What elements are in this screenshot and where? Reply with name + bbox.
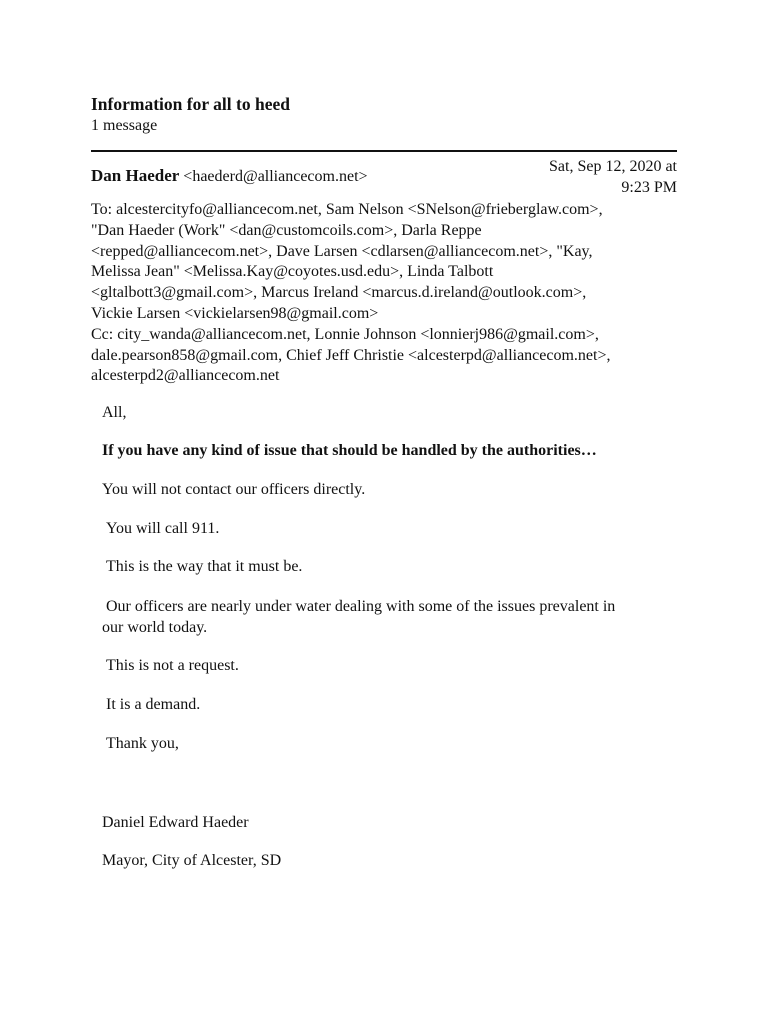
body-paragraph-911: You will call 911. xyxy=(106,520,220,537)
body-paragraph-request: This is not a request. xyxy=(106,657,239,674)
body-paragraph-authorities: If you have any kind of issue that should be handled by the authorities… xyxy=(102,442,597,459)
body-greeting: All, xyxy=(102,404,127,421)
sender-line xyxy=(91,166,368,187)
body-paragraph-contact: You will not contact our officers directly. xyxy=(102,481,366,498)
sender-address[interactable]: <haederd@alliancecom.net> xyxy=(183,168,368,185)
body-paragraph-way: This is the way that it must be. xyxy=(106,558,303,575)
sent-date xyxy=(477,156,677,198)
recipient-line: <repped@alliancecom.net>, Dave Larsen <cdlarsen@alliancecom.net>, "Kay, xyxy=(91,242,593,260)
body-paragraph-officers-line1: Our officers are nearly under water dealing with some of the issues prevalent in xyxy=(106,598,616,615)
body-closing: Thank you, xyxy=(106,735,179,752)
message-count: 1 message xyxy=(91,117,158,134)
sender-name: Dan Haeder xyxy=(91,166,180,185)
recipient-line: Vickie Larsen <vickielarsen98@gmail.com> xyxy=(91,304,379,322)
body-paragraph-officers-line2: our world today. xyxy=(102,619,208,636)
cc-line: Cc: city_wanda@alliancecom.net, Lonnie Johnson <lonnierj986@gmail.com>, xyxy=(91,325,599,343)
header-divider xyxy=(91,150,677,152)
recipient-line: Melissa Jean" <Melissa.Kay@coyotes.usd.edu>, Linda Talbott xyxy=(91,263,494,281)
recipient-line: <gltalbott3@gmail.com>, Marcus Ireland <marcus.d.ireland@outlook.com>, xyxy=(91,284,587,302)
recipients-block xyxy=(91,200,681,387)
sent-date-day: Sat, Sep 12, 2020 at xyxy=(549,158,677,175)
email-subject: Information for all to heed xyxy=(91,94,290,114)
recipient-line: "Dan Haeder (Work" <dan@customcoils.com>, Darla Reppe xyxy=(91,221,482,239)
signature-title: Mayor, City of Alcester, SD xyxy=(102,852,282,869)
sent-date-time: 9:23 PM xyxy=(621,179,677,196)
signature-name: Daniel Edward Haeder xyxy=(102,814,249,831)
cc-line: alcesterpd2@alliancecom.net xyxy=(91,367,280,385)
recipient-line: To: alcestercityfo@alliancecom.net, Sam Nelson <SNelson@frieberglaw.com>, xyxy=(91,201,603,218)
body-paragraph-demand: It is a demand. xyxy=(106,696,201,713)
cc-line: dale.pearson858@gmail.com, Chief Jeff Christie <alcesterpd@alliancecom.net>, xyxy=(91,346,611,364)
